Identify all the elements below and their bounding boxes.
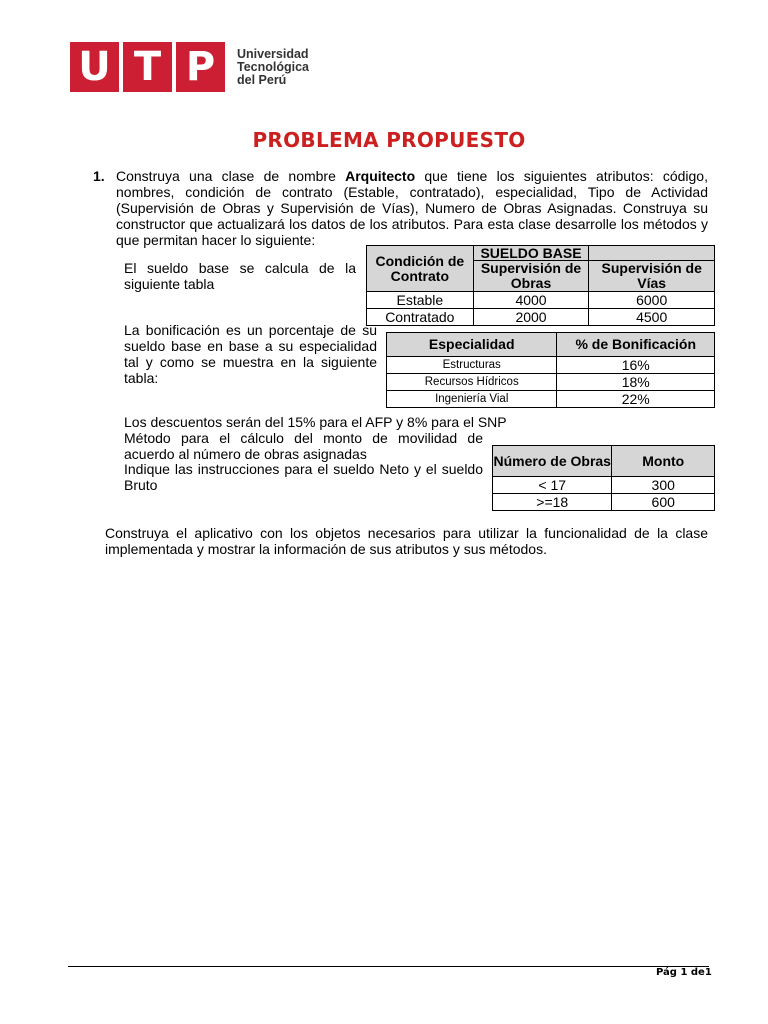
table-row: >=18 600	[493, 494, 715, 511]
header-monto: Monto	[612, 446, 715, 477]
footer-divider	[68, 966, 709, 967]
header-porcentaje: % de Bonificación	[557, 333, 715, 357]
bullet-text-bonificacion: La bonificación es un porcentaje de su sueldo base en base a su especialidad tal y como se muestra en la siguiente tabla:	[124, 322, 377, 386]
logo-university-name: Universidad Tecnológica del Perú	[237, 47, 310, 87]
problem-number: 1.	[93, 168, 105, 184]
bullet-text-movilidad: Método para el cálculo del monto de movilidad de acuerdo al número de obras asignadas	[124, 430, 483, 462]
table-row: Contratado 2000 4500	[367, 309, 715, 326]
table-row: Ingeniería Vial 22%	[387, 391, 715, 408]
table-bonificacion	[386, 332, 715, 408]
table-movilidad	[492, 445, 715, 511]
header-supervision-obras: Supervisión de Obras	[473, 261, 589, 292]
header-numero-obras: Número de Obras	[493, 446, 612, 477]
table-row: Estructuras 16%	[387, 357, 715, 374]
header-especialidad: Especialidad	[387, 333, 557, 357]
problem-statement: Construya una clase de nombre Arquitecto que tiene los siguientes atributos: código, nombres, condición de contrato (Estable, contratado), especialidad, Tipo de Actividad (Supervisión de Obras y Supervisión de Vías), Numero de Obras Asignadas. Construya su constructor que actualizará los datos de los atributos. Para esta clase desarrolle los métodos y que permitan hacer lo siguiente:	[116, 168, 708, 248]
bullet-text-sueldo-neto-bruto: Indique las instrucciones para el sueldo Neto y el sueldo Bruto	[124, 461, 483, 493]
table-row: < 17 300	[493, 477, 715, 494]
table-row: Recursos Hídricos 18%	[387, 374, 715, 391]
logo-letter-u: U	[70, 42, 119, 92]
logo-letter-p: P	[176, 42, 225, 92]
final-paragraph: Construya el aplicativo con los objetos necesarios para utilizar la funcionalidad de la clase implementada y mostrar la información de sus atributos y sus métodos.	[105, 525, 708, 557]
logo-letter-t: T	[123, 42, 172, 92]
table-sueldo-base	[366, 245, 715, 326]
page-title: PROBLEMA PROPUESTO	[252, 128, 526, 152]
header-supervision-vias: Supervisión de Vías	[589, 261, 715, 292]
bullet-text-descuentos: Los descuentos serán del 15% para el AFP y 8% para el SNP	[124, 414, 507, 430]
class-name: Arquitecto	[345, 168, 416, 184]
header-sueldo-base: SUELDO BASE	[473, 246, 589, 261]
table-row: Estable 4000 6000	[367, 292, 715, 309]
page-number: Pág 1 de1	[656, 967, 712, 978]
bullet-text-sueldo-base: El sueldo base se calcula de la siguiente tabla	[124, 260, 356, 292]
header-condicion: Condición de Contrato	[367, 246, 474, 292]
